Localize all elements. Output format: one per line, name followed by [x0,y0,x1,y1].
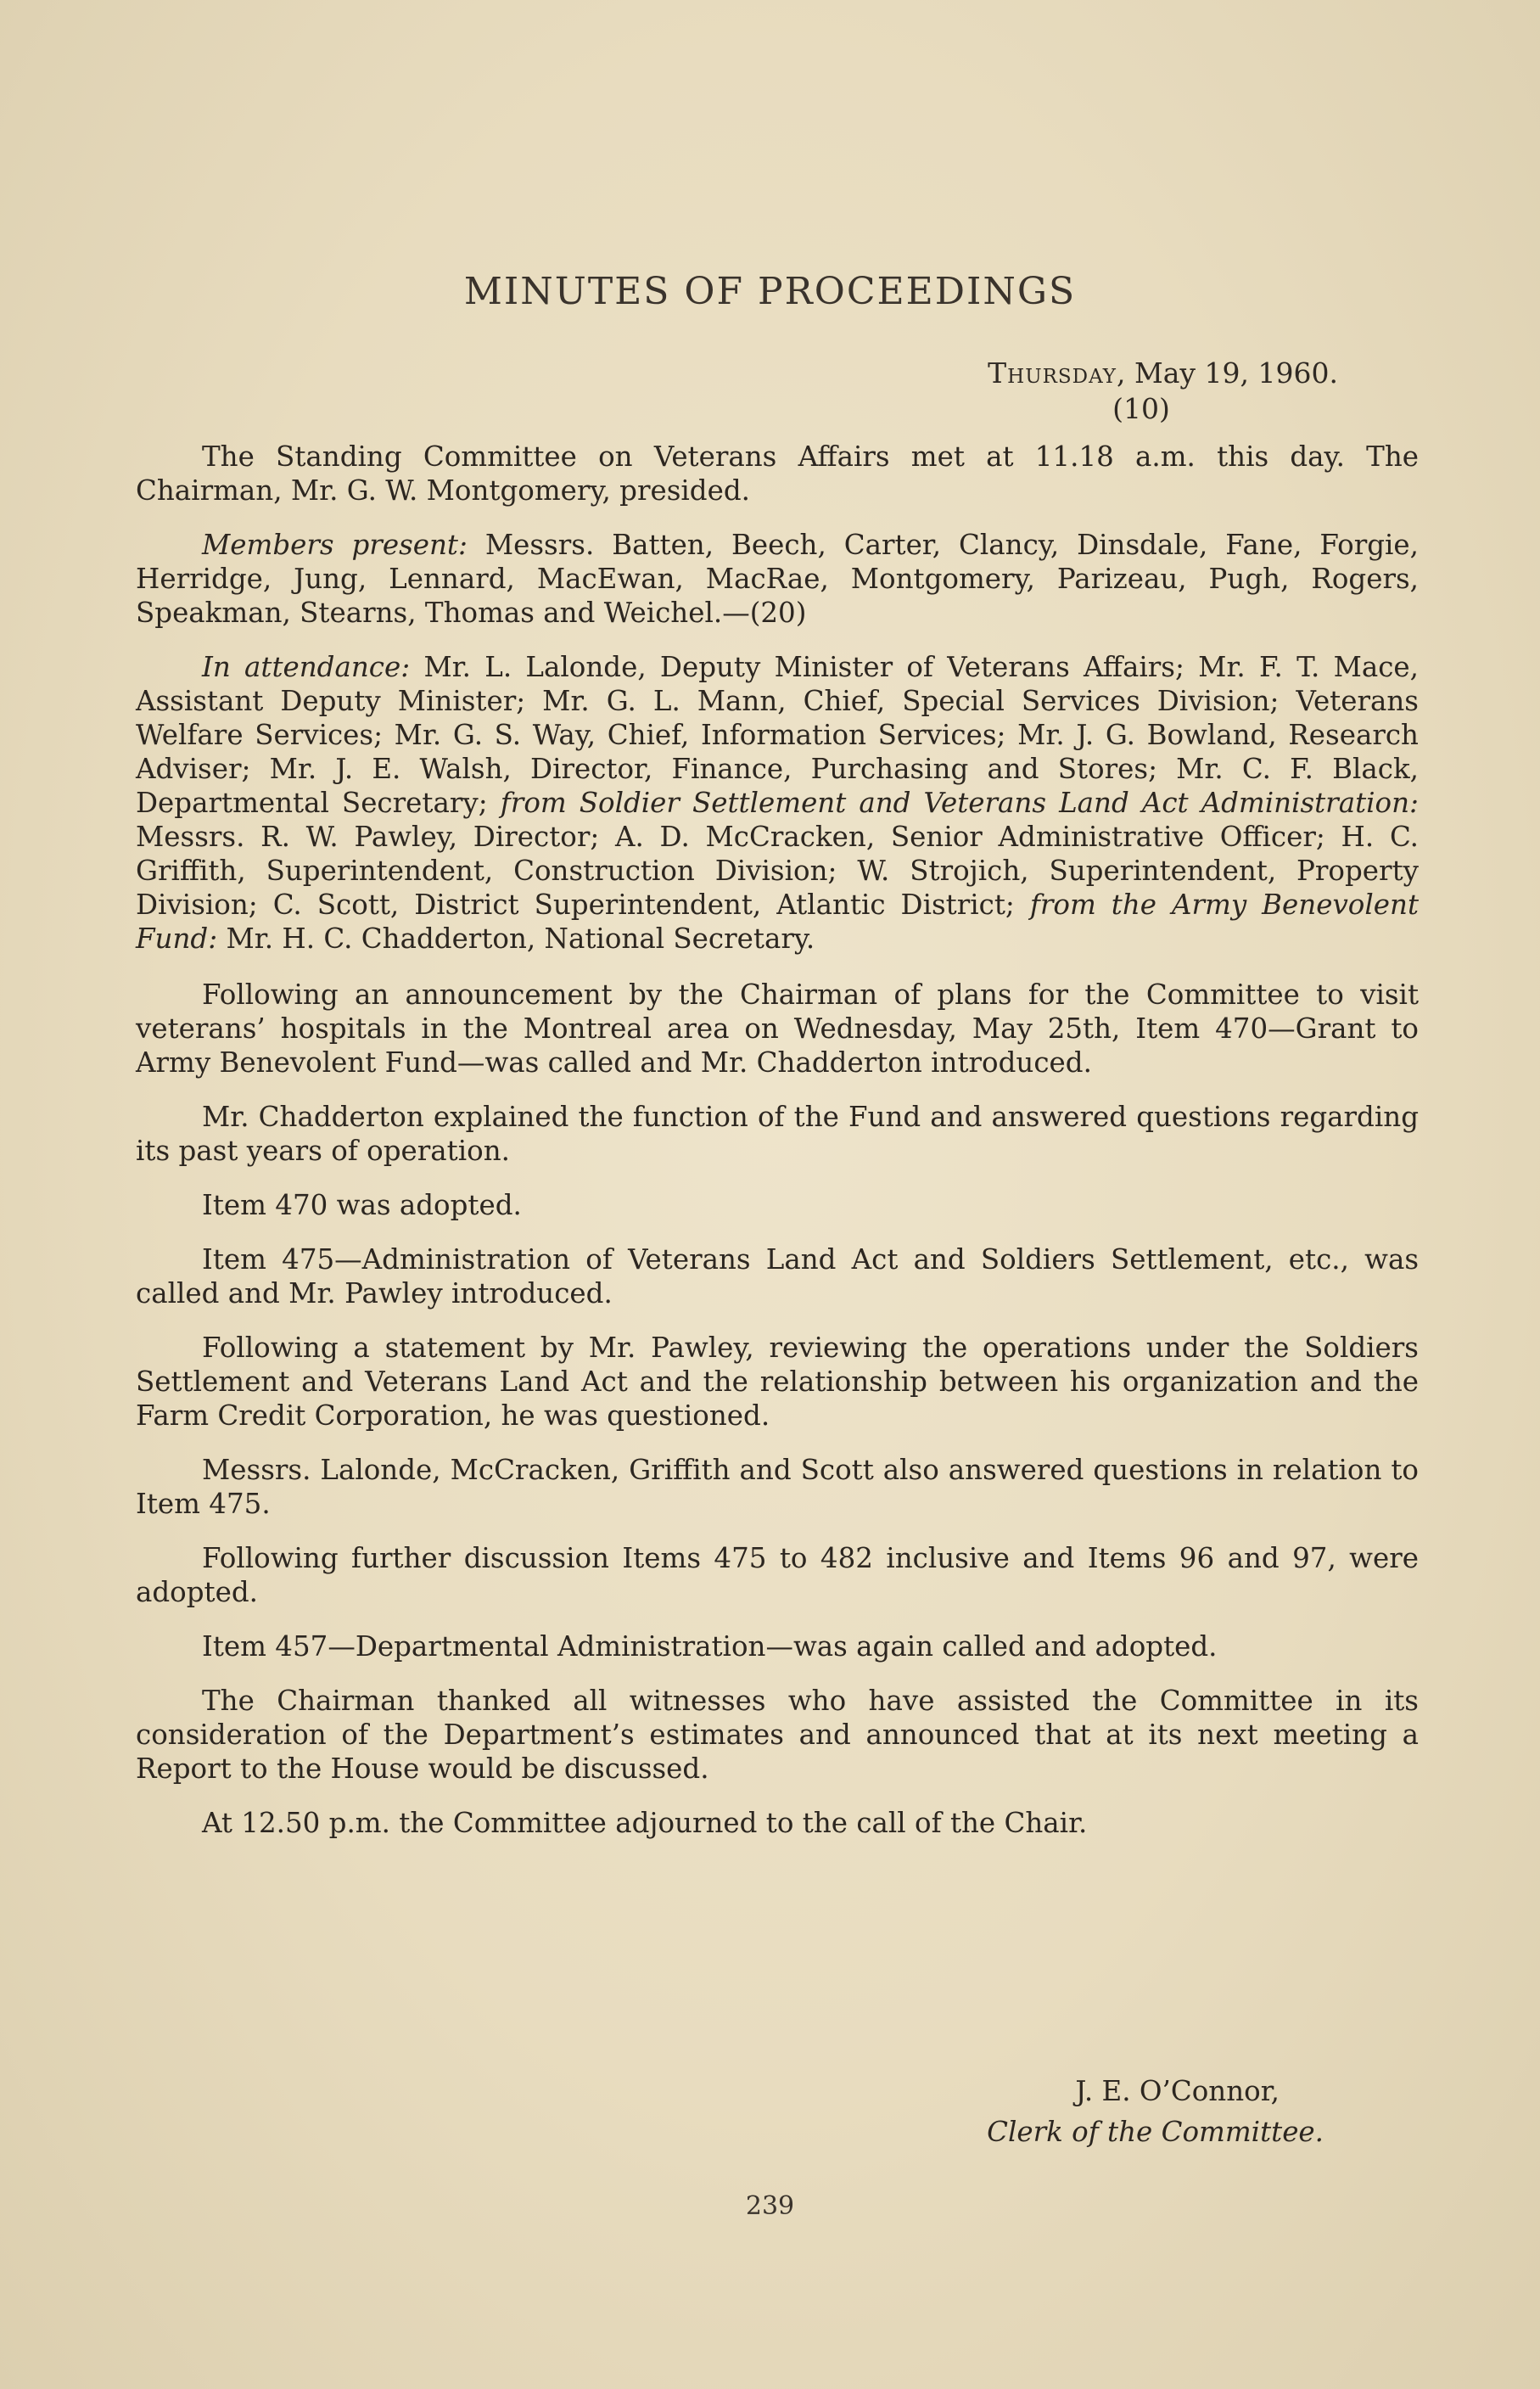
paragraph-witnesses-answered: Messrs. Lalonde, McCracken, Griffith and Scott also answered questions in relation to Item 475. [136,1454,1419,1520]
meeting-day: Thursday [988,356,1117,390]
signature-block [0,2071,1324,2152]
meeting-date [988,356,1338,390]
paragraph-item-475-called: Item 475—Administration of Veterans Land Act and Soldiers Settlement, etc., was called and Mr. Pawley introduced. [136,1243,1419,1309]
paragraph-opening: The Standing Committee on Veterans Affairs met at 11.18 a.m. this day. The Chairman, Mr. G. W. Montgomery, presided. [136,440,1419,507]
members-present-list: Messrs. Batten, Beech, Carter, Clancy, Dinsdale, Fane, Forgie, Herridge, Jung, Lennard, MacEwan, MacRae, Montgomery, Parizeau, Pugh, Rogers, Speakman, Stearns, Thomas and Weichel.—(20) [136,529,1419,629]
in-attendance-list-a: Mr. L. Lalonde, Deputy Minister of Veterans Affairs; Mr. F. T. Mace, Assistant Deputy Minister; Mr. G. L. Mann, Chief, Special Services Division; Veterans Welfare Services; Mr. G. S. Way, Chief, Information Services; Mr. J. G. Bowland, Research Adviser; Mr. J. E. Walsh, Director, Finance, Purchasing and Stores; Mr. C. F. Black, Departmental Secretary; [136,651,1419,819]
page-number: 239 [745,2191,795,2221]
paragraph-members-present [136,528,1419,630]
paragraph-pawley-statement: Following a statement by Mr. Pawley, reviewing the operations under the Soldiers Settlement and Veterans Land Act and the relationship between his organization and the Farm Credit Corporation, he was questioned. [136,1332,1419,1432]
paragraph-items-adopted: Following further discussion Items 475 to 482 inclusive and Items 96 and 97, were adopted. [136,1542,1419,1608]
in-attendance-list-c: Mr. H. C. Chadderton, National Secretary. [217,923,815,955]
army-benevolent-fund-label: from the Army Benevolent Fund: [136,889,1419,955]
soldier-settlement-label: from Soldier Settlement and Veterans Land Act Administration: [500,787,1419,819]
paragraph-item-470-called: Following an announcement by the Chairman of plans for the Committee to visit veterans’ hospitals in the Montreal area on Wednesday, May 25th, Item 470—Grant to Army Benevolent Fund—was called and Mr. Chadderton introduced. [136,979,1419,1079]
paragraph-chairman-thanks: The Chairman thanked all witnesses who have assisted the Committee in its consideration of the Department’s estimates and announced that at its next meeting a Report to the House would be discussed. [136,1685,1419,1785]
paragraph-chadderton-explained: Mr. Chadderton explained the function of the Fund and answered questions regarding its past years of operation. [136,1101,1419,1167]
page-title: MINUTES OF PROCEEDINGS [463,270,1077,313]
members-present-label: Members present: [202,529,468,561]
signature-role: Clerk of the Committee. [987,2116,1324,2148]
minutes-body [136,440,1419,1860]
paragraph-adjournment: At 12.50 p.m. the Committee adjourned to the call of the Chair. [202,1807,1088,1839]
paragraph-in-attendance [136,650,1419,956]
sitting-number: (10) [1112,392,1170,425]
meeting-date-rest: , May 19, 1960. [1116,356,1338,390]
signature-name: J. E. O’Connor, [1075,2075,1280,2107]
in-attendance-list-b: Messrs. R. W. Pawley, Director; A. D. McCracken, Senior Administrative Officer; H. C. Griffith, Superintendent, Construction Division; W. Strojich, Superintendent, Property Division; C. Scott, District Superintendent, Atlantic District; [136,821,1419,921]
paragraph-item-457: Item 457—Departmental Administration—was again called and adopted. [202,1630,1218,1663]
in-attendance-label: In attendance: [202,651,411,683]
paragraph-item-470-adopted: Item 470 was adopted. [202,1189,522,1221]
